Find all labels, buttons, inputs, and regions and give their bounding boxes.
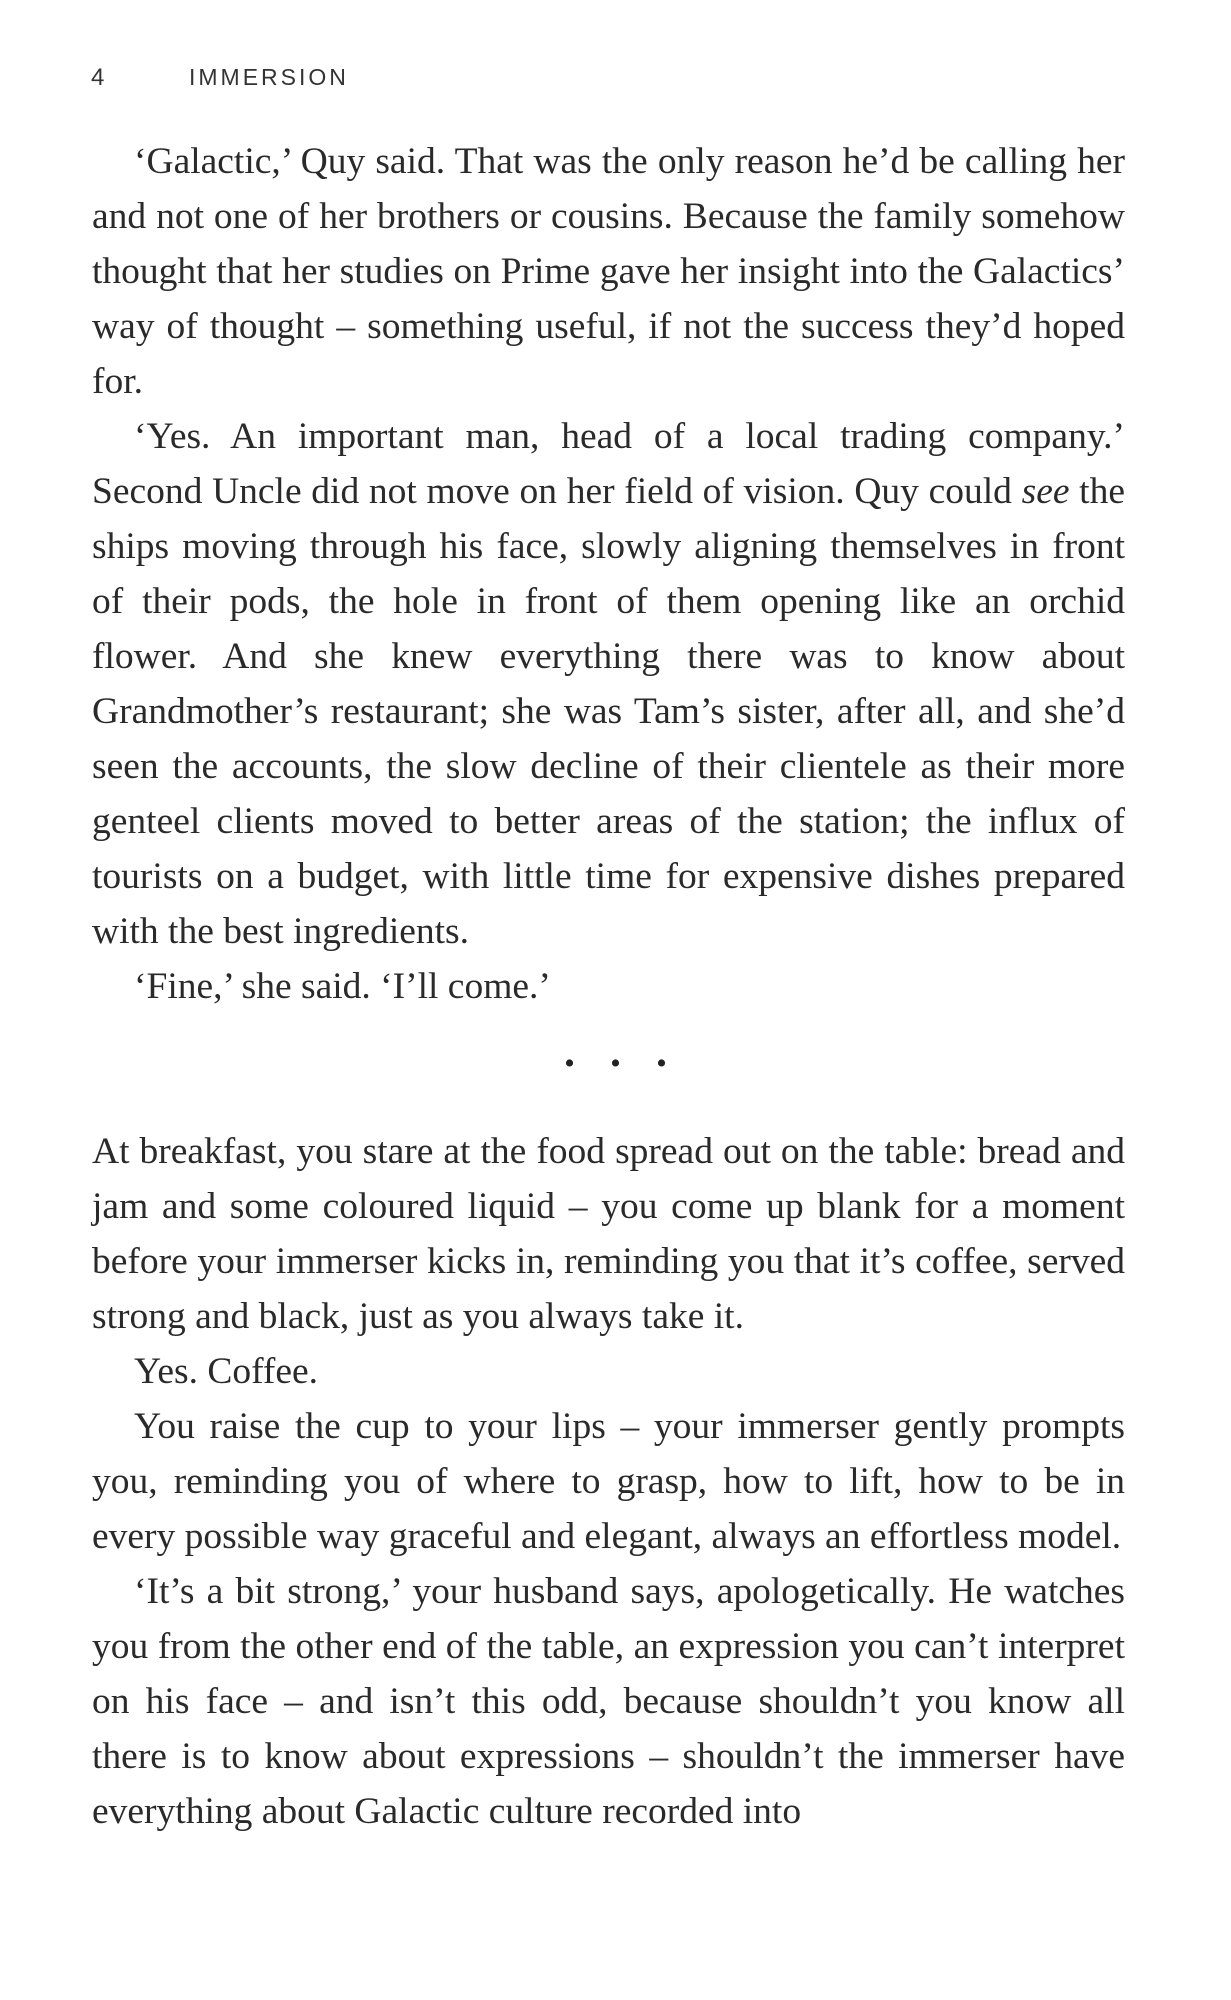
section-break: • • •	[564, 1047, 681, 1080]
paragraph-text: the ships moving through his face, slowly aligning themselves in front of their pods, the hole in front of them opening like an orchid flower. And she knew everything there was to know about Grandmother’s restaurant; she was Tam’s sister, after all, and she’d seen the accounts, the slow decline of their clientele as their more genteel clients moved to better areas of the station; the influx of tourists on a budget, with little time for expensive dishes prepared with the best ingredients.	[92, 471, 1125, 952]
paragraph: ‘It’s a bit strong,’ your husband says, apologetically. He watches you from the other end of the table, an expression you can’t interpret on his face – and isn’t this odd, because shouldn’t you know all there is to know about expressions – shouldn’t the immerser have everything about Galactic culture recorded into	[92, 1571, 1125, 1832]
paragraph: You raise the cup to your lips – your immerser gently prompts you, reminding you of where to grasp, how to lift, how to be in every possible way graceful and elegant, always an effortless model.	[92, 1406, 1125, 1557]
paragraph: ‘Fine,’ she said. ‘I’ll come.’	[134, 966, 551, 1007]
paragraph: ‘Galactic,’ Quy said. That was the only reason he’d be calling her and not one of her brothers or cousins. Because the family somehow thought that her studies on Prime gave her insight into the Galactics’ way of thought – something useful, if not the success they’d hoped for.	[92, 141, 1125, 402]
running-title: IMMERSION	[189, 64, 349, 90]
italic-word: see	[1021, 471, 1070, 512]
paragraph	[92, 409, 1125, 959]
text-block-after-break	[92, 1124, 1125, 1839]
text-block-before-break	[92, 134, 1125, 1014]
paragraph-text: ‘Yes. An important man, head of a local trading company.’ Second Uncle did not move on her field of vision. Quy could	[92, 416, 1125, 512]
running-head	[91, 64, 349, 98]
page-number: 4	[91, 64, 105, 91]
paragraph: At breakfast, you stare at the food spread out on the table: bread and jam and some coloured liquid – you come up blank for a moment before your immerser kicks in, reminding you that it’s coffee, served strong and black, just as you always take it.	[92, 1131, 1125, 1337]
paragraph: Yes. Coffee.	[134, 1351, 319, 1392]
